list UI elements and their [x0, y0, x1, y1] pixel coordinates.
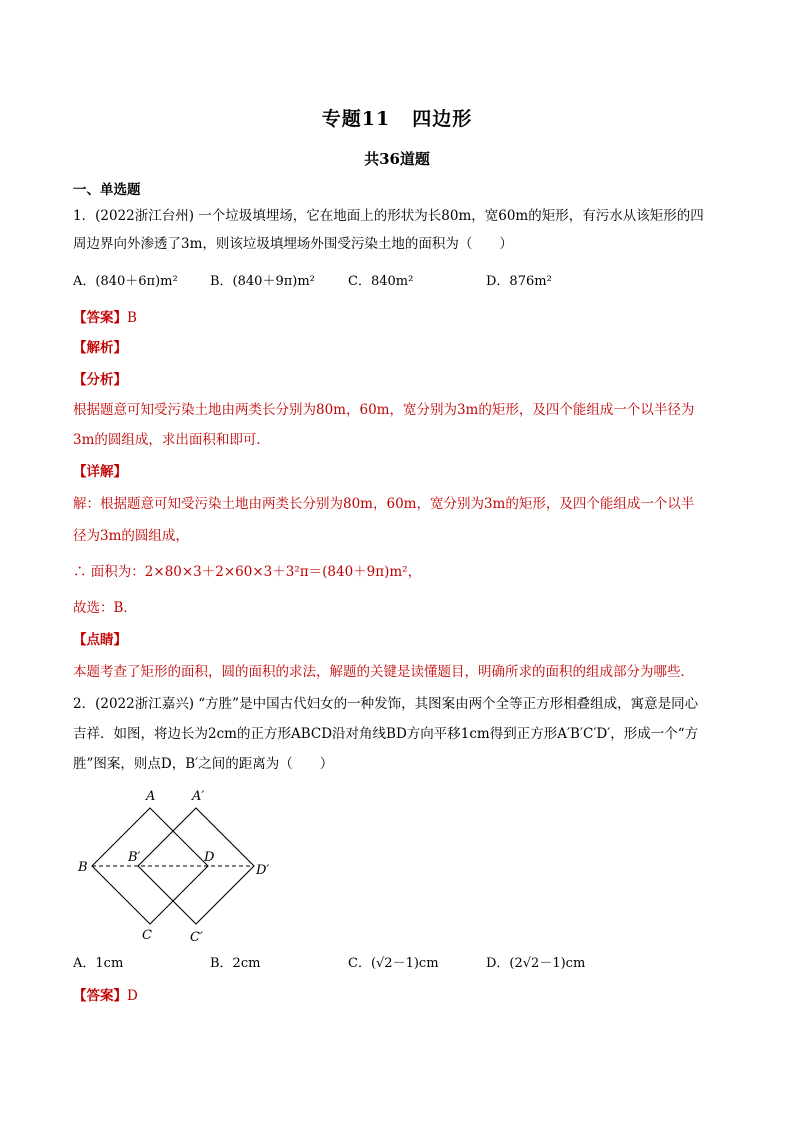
answer-value: D: [127, 988, 138, 1004]
q1-detail-line1: 解：根据题意可知受污染土地由两类长分别为80m，60m，宽分别为3m的矩形，及四个能组成一个以半: [73, 496, 695, 512]
q2-answer: [73, 986, 138, 1006]
title-topic-number: 专题11: [321, 108, 391, 130]
fangsheng-figure: [72, 788, 282, 948]
q2-stem-line1: 2．(2022浙江嘉兴) “方胜”是中国古代妇女的一种发饰，其图案由两个全等正方形相叠组成，寓意是同心: [73, 696, 699, 712]
q1-detail-line2: 径为3m的圆组成，: [73, 528, 189, 544]
q1-fenxi-line2: 3m的圆组成，求出面积和即可．: [73, 432, 270, 448]
q1-stem-line2: 周边界向外渗透了3m，则该垃圾填埋场外围受污染土地的面积为（ ）: [73, 236, 513, 252]
q2-option-c: C．(√2－1)cm: [348, 956, 439, 971]
q1-comment-tag: 【点睛】: [73, 632, 127, 648]
q1-comment: 本题考查了矩形的面积，圆的面积的求法，解题的关键是读懂题目，明确所求的面积的组成部分为哪些．: [73, 664, 694, 680]
q1-option-d: D．876m²: [486, 274, 552, 289]
q2-stem-line2: 吉祥．如图，将边长为2cm的正方形ABCD沿对角线BD方向平移1cm得到正方形A′B′C′D′，形成一个“方: [73, 726, 699, 742]
label-b-prime: B′: [128, 850, 141, 865]
label-d: D: [204, 850, 215, 865]
q2-option-d: D．(2√2－1)cm: [486, 956, 586, 971]
q1-fenxi-tag: 【分析】: [73, 372, 127, 388]
label-a-prime: A′: [192, 789, 205, 804]
q1-option-a: A．(840＋6π)m²: [73, 274, 178, 289]
title-topic-name: 四边形: [412, 108, 473, 130]
q2-stem-line3: 胜”图案，则点D，B′之间的距离为（ ）: [73, 756, 334, 772]
q1-analysis-tag: 【解析】: [73, 340, 127, 356]
label-d-prime: D′: [256, 863, 270, 878]
q1-detail-line4: 故选：B．: [73, 600, 137, 616]
label-c-prime: C′: [190, 930, 203, 945]
q2-option-b: B．2cm: [210, 956, 261, 971]
q1-option-c: C．840m²: [348, 274, 414, 289]
answer-value: B: [127, 310, 137, 326]
q1-detail-tag: 【详解】: [73, 464, 127, 480]
q1-option-b: B．(840＋9π)m²: [210, 274, 315, 289]
q1-fenxi-line1: 根据题意可知受污染土地由两类长分别为80m，60m，宽分别为3m的矩形，及四个能组成一个以半径为: [73, 402, 695, 418]
q2-option-a: A．1cm: [73, 956, 124, 971]
page-subtitle: 共36道题: [364, 150, 430, 168]
q1-detail-line3: ∴ 面积为：2×80×3＋2×60×3＋3²π＝(840＋9π)m²，: [73, 564, 422, 580]
q1-answer: [73, 308, 137, 328]
section-title: 一、单选题: [73, 182, 141, 198]
label-c: C: [142, 928, 152, 943]
q1-stem-line1: 1．(2022浙江台州) 一个垃圾填埋场，它在地面上的形状为长80m，宽60m的矩形，有污水从该矩形的四: [73, 208, 704, 224]
answer-tag: 【答案】: [73, 310, 127, 326]
label-a: A: [146, 789, 156, 804]
answer-tag: 【答案】: [73, 988, 127, 1004]
label-b: B: [78, 860, 88, 875]
page-title: [0, 104, 794, 131]
